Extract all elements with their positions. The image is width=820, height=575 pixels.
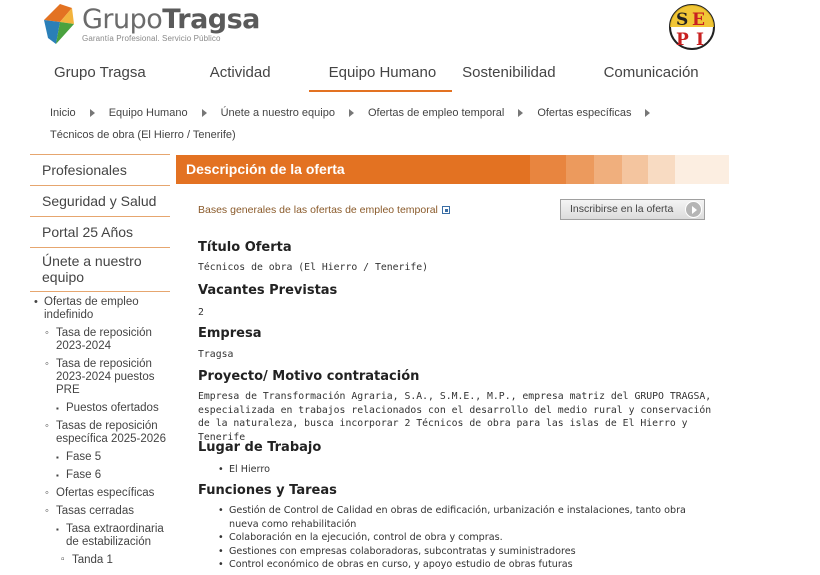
tree-item-fase5[interactable]: ▪ Fase 5 xyxy=(30,451,170,464)
crumb-unete[interactable]: Únete a nuestro equipo xyxy=(220,107,335,119)
sidebar-item-portal[interactable]: Portal 25 Años xyxy=(30,217,170,248)
titulo-value: Técnicos de obra (El Hierro / Tenerife) xyxy=(198,262,429,273)
tree-item-especificas[interactable]: ◦ Ofertas específicas xyxy=(30,487,170,500)
banner-stripe xyxy=(594,155,622,184)
brand-name: GrupoTragsa xyxy=(82,4,260,35)
bases-link-label: Bases generales de las ofertas de empleo temporal xyxy=(198,204,438,216)
sidebar-item-profesionales[interactable]: Profesionales xyxy=(30,154,170,186)
titulo-heading: Título Oferta xyxy=(198,240,292,255)
empresa-heading: Empresa xyxy=(198,326,262,341)
offer-banner xyxy=(176,155,729,184)
section-vacantes xyxy=(198,283,718,320)
proyecto-value: Empresa de Transformación Agraria, S.A., S.M.E., M.P., empresa matriz del GRUPO TRAGSA, especializada en trabajos relacionados con el desarrollo del medio rural y conservación de la naturaleza, busca incorporar 2 Técnicos de obra para las islas de El Hierro y Tenerife xyxy=(198,391,712,443)
funciones-item: • Gestión de Control de Calidad en obras de edificación, urbanización e instalaciones, tanto obra nueva como rehabilitación xyxy=(198,504,718,531)
banner-stripe xyxy=(530,155,566,184)
banner-title: Descripción de la oferta xyxy=(176,155,530,184)
proyecto-heading: Proyecto/ Motivo contratación xyxy=(198,369,420,384)
bases-generales-link[interactable] xyxy=(198,204,450,216)
topnav-sostenibilidad[interactable]: Sostenibilidad xyxy=(462,64,556,81)
lugar-heading: Lugar de Trabajo xyxy=(198,440,322,455)
chevron-right-icon xyxy=(90,109,95,117)
sidebar-tree xyxy=(30,296,170,567)
tree-item-tasa-2023[interactable]: ◦ Tasa de reposición 2023-2024 xyxy=(30,327,170,353)
tree-item-cerradas[interactable]: ◦ Tasas cerradas xyxy=(30,505,170,518)
banner-stripe xyxy=(566,155,594,184)
tree-item-fase6[interactable]: ▪ Fase 6 xyxy=(30,469,170,482)
topnav-comunicacion[interactable]: Comunicación xyxy=(603,64,699,81)
svg-text:E: E xyxy=(692,10,705,30)
funciones-item: • Colaboración en la ejecución, control de obra y compras. xyxy=(198,531,718,545)
sidebar-item-seguridad[interactable]: Seguridad y Salud xyxy=(30,186,170,217)
sidebar xyxy=(30,154,170,572)
sepi-logo[interactable] xyxy=(668,3,716,51)
external-link-icon xyxy=(442,206,450,214)
section-lugar xyxy=(198,440,718,477)
funciones-item: • Control económico de obras en curso, y apoyo estudio de obras futuras xyxy=(198,558,718,572)
tree-item-indefinido[interactable]: • Ofertas de empleo indefinido xyxy=(30,296,170,322)
section-proyecto xyxy=(198,369,718,444)
chevron-right-icon xyxy=(349,109,354,117)
chevron-right-icon xyxy=(202,109,207,117)
apply-button-label: Inscribirse en la oferta xyxy=(570,203,674,215)
sidebar-item-unete[interactable]: Únete a nuestro equipo xyxy=(30,248,170,292)
crumb-inicio[interactable]: Inicio xyxy=(50,107,76,119)
vacantes-heading: Vacantes Previstas xyxy=(198,283,338,298)
topnav-actividad[interactable]: Actividad xyxy=(209,64,271,81)
topnav-grupo-tragsa[interactable]: Grupo Tragsa xyxy=(54,64,146,81)
top-navigation xyxy=(30,62,730,94)
tree-item-tasa-2025[interactable]: ◦ Tasas de reposición específica 2025-2026 xyxy=(30,420,170,446)
tree-item-tasa-pre[interactable]: ◦ Tasa de reposición 2023-2024 puestos PRE xyxy=(30,358,170,397)
breadcrumb xyxy=(50,102,730,146)
banner-stripe xyxy=(622,155,648,184)
section-empresa xyxy=(198,326,718,362)
tragsa-logo-icon xyxy=(40,2,76,46)
apply-button[interactable] xyxy=(560,199,705,220)
funciones-heading: Funciones y Tareas xyxy=(198,483,337,498)
arrow-right-icon xyxy=(685,201,702,218)
brand-tagline: Garantía Profesional. Servicio Público xyxy=(82,34,221,43)
empresa-value: Tragsa xyxy=(198,349,234,360)
banner-stripe xyxy=(648,155,675,184)
topnav-equipo-humano[interactable]: Equipo Humano xyxy=(309,62,453,92)
funciones-item: • Gestiones con empresas colaboradoras, subcontratas y suministradores xyxy=(198,545,718,559)
banner-stripe xyxy=(675,155,729,184)
crumb-ofertas-especificas[interactable]: Ofertas específicas xyxy=(537,107,632,119)
tree-item-puestos[interactable]: ▪ Puestos ofertados xyxy=(30,402,170,415)
chevron-right-icon xyxy=(645,109,650,117)
svg-text:S: S xyxy=(676,10,689,30)
crumb-current: Técnicos de obra (El Hierro / Tenerife) xyxy=(50,129,236,141)
tree-item-tanda1[interactable]: ▫ Tanda 1 xyxy=(30,554,170,567)
section-funciones xyxy=(198,483,718,572)
vacantes-value: 2 xyxy=(198,307,204,318)
section-titulo xyxy=(198,240,718,275)
lugar-item: • El Hierro xyxy=(198,463,718,477)
chevron-right-icon xyxy=(518,109,523,117)
crumb-empleo-temporal[interactable]: Ofertas de empleo temporal xyxy=(367,107,505,119)
grupo-tragsa-logo[interactable] xyxy=(40,2,260,46)
crumb-equipo-humano[interactable]: Equipo Humano xyxy=(108,107,188,119)
tree-item-extraordinaria[interactable]: ▪ Tasa extraordinaria de estabilización xyxy=(30,523,170,549)
svg-text:P: P xyxy=(676,30,689,50)
svg-text:I: I xyxy=(696,30,704,50)
